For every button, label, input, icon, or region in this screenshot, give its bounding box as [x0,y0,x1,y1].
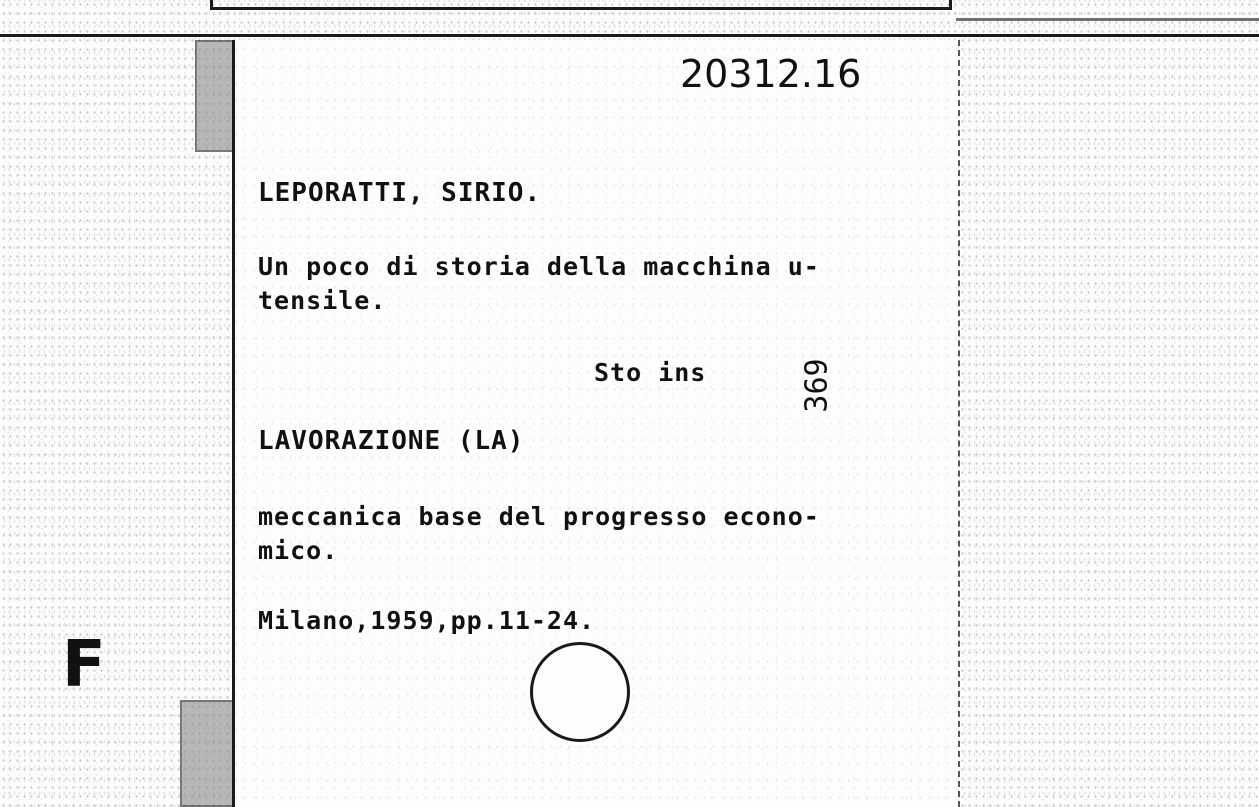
call-number: 20312.16 [680,52,862,96]
top-rule [0,34,1259,37]
title-line-2: tensile. [258,286,387,315]
subject-heading: LAVORAZIONE (LA) [258,426,525,456]
title-line-1: Un poco di storia della macchina u- [258,252,820,281]
imprint: Milano,1959,pp.11-24. [258,606,596,635]
subtitle-line-1: meccanica base del progresso econo- [258,502,820,531]
author-heading: LEPORATTI, SIRIO. [258,178,542,208]
shelf-mark: Sto ins [594,358,707,387]
drawer-edge [210,0,952,10]
stamped-number: 369 [799,358,835,413]
card-tab-top [195,40,237,152]
punch-hole [530,642,630,742]
margin-letter: F [62,628,106,702]
right-strip-rule [956,18,1259,21]
card-tab-bottom [180,700,236,807]
subtitle-line-2: mico. [258,536,339,565]
